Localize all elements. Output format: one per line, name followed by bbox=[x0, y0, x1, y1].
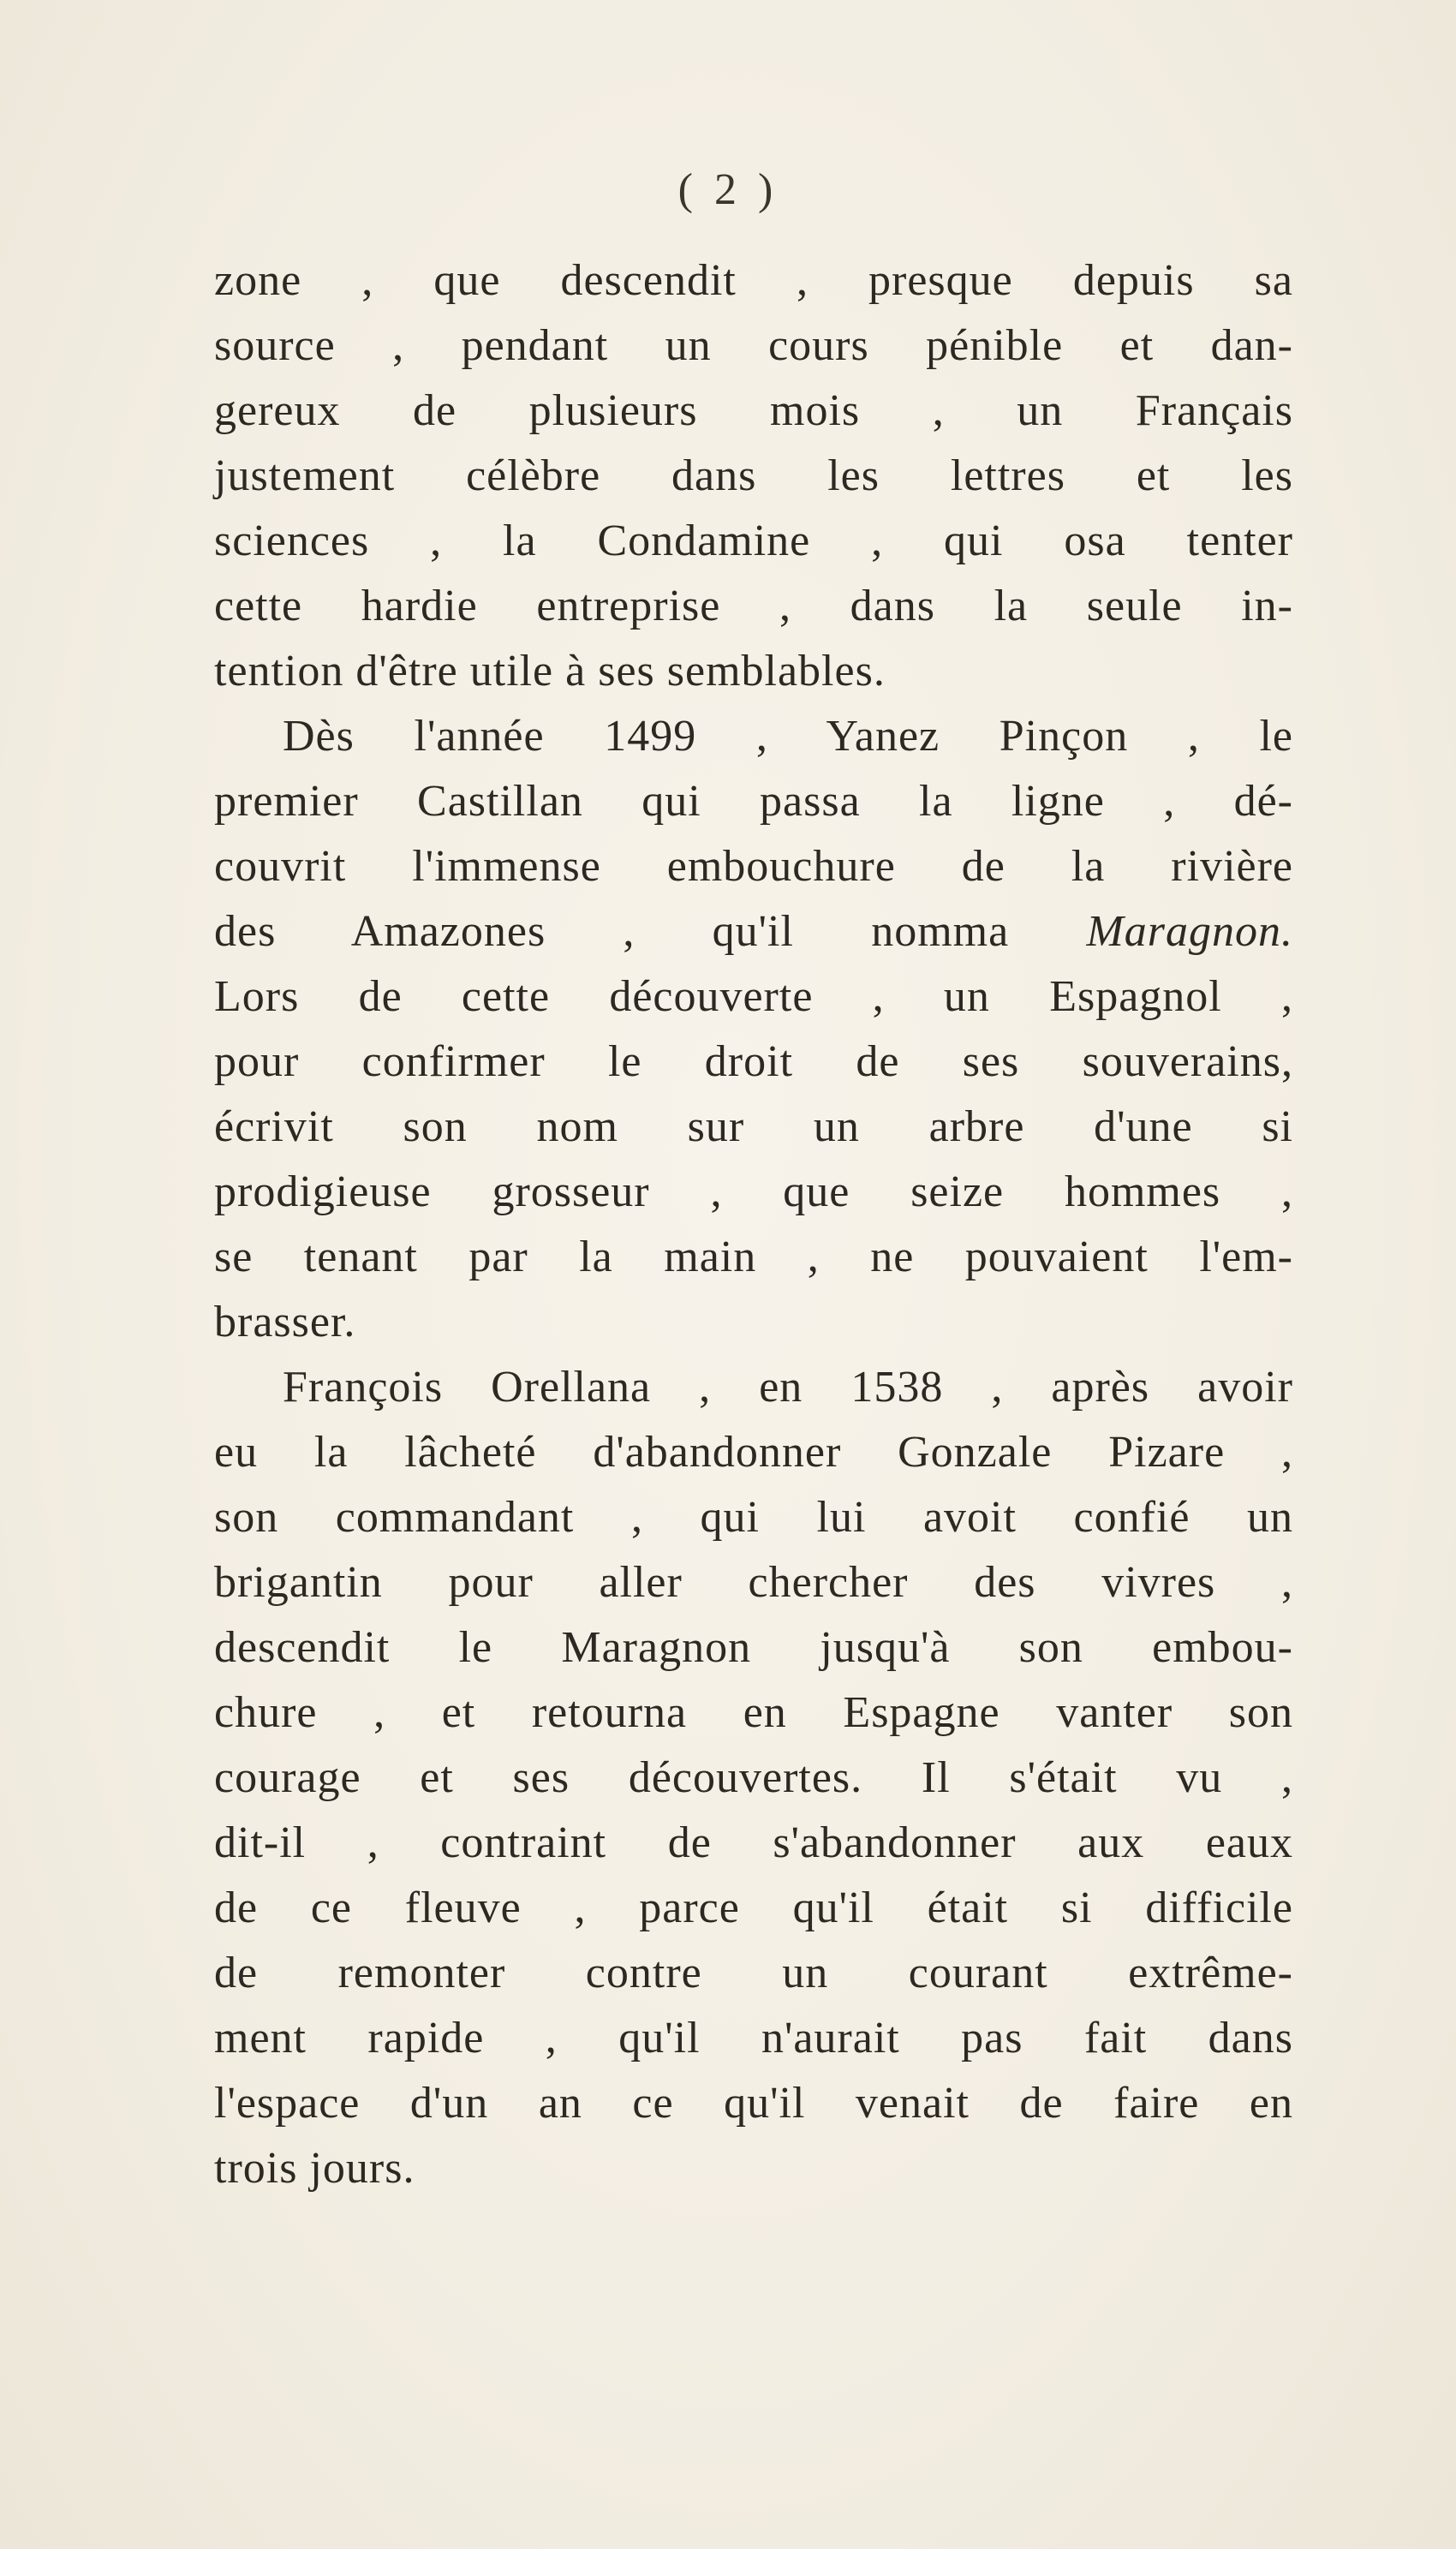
text-line: brigantin pour aller chercher des vivres , bbox=[214, 1558, 1293, 1607]
text-line: de ce fleuve , parce qu'il était si difficile bbox=[214, 1883, 1293, 1932]
text-line: François Orellana , en 1538 , après avoir bbox=[283, 1363, 1293, 1412]
text-line-with-italic bbox=[214, 899, 1293, 964]
text-line: couvrit l'immense embouchure de la rivière bbox=[214, 842, 1293, 891]
text-line: tention d'être utile à ses semblables. bbox=[214, 647, 886, 695]
text-line: eu la lâcheté d'abandonner Gonzale Pizare , bbox=[214, 1428, 1293, 1477]
text-line: source , pendant un cours pénible et dan- bbox=[214, 321, 1293, 370]
text-line: ment rapide , qu'il n'aurait pas fait dans bbox=[214, 2014, 1293, 2062]
text-line: chure , et retourna en Espagne vanter son bbox=[214, 1688, 1293, 1737]
text-line: prodigieuse grosseur , que seize hommes , bbox=[214, 1167, 1293, 1216]
text-line: cette hardie entreprise , dans la seule in- bbox=[214, 582, 1293, 630]
text-line: zone , que descendit , presque depuis sa bbox=[214, 256, 1293, 305]
text-line: écrivit son nom sur un arbre d'une si bbox=[214, 1102, 1293, 1151]
text-line: se tenant par la main , ne pouvaient l'em- bbox=[214, 1233, 1293, 1281]
text-line: gereux de plusieurs mois , un Français bbox=[214, 386, 1293, 435]
page-number: ( 2 ) bbox=[677, 165, 779, 214]
text-line: l'espace d'un an ce qu'il venait de faire en bbox=[214, 2079, 1293, 2128]
text-line: Lors de cette découverte , un Espagnol , bbox=[214, 972, 1293, 1021]
text-line: justement célèbre dans les lettres et les bbox=[214, 451, 1293, 500]
text-line: dit-il , contraint de s'abandonner aux eaux bbox=[214, 1818, 1293, 1867]
text-line: sciences , la Condamine , qui osa tenter bbox=[214, 516, 1293, 565]
text-line: trois jours. bbox=[214, 2144, 415, 2193]
text-line: de remonter contre un courant extrême- bbox=[214, 1949, 1293, 1997]
italic-name-maragnon: Maragnon. bbox=[1086, 907, 1294, 956]
body-text bbox=[214, 248, 1293, 2201]
text-line: descendit le Maragnon jusqu'à son embou- bbox=[214, 1623, 1293, 1672]
text-line: son commandant , qui lui avoit confié un bbox=[214, 1493, 1293, 1542]
text-line: Dès l'année 1499 , Yanez Pinçon , le bbox=[283, 712, 1293, 761]
text-line: pour confirmer le droit de ses souverains, bbox=[214, 1037, 1293, 1086]
text-line: courage et ses découvertes. Il s'était vu , bbox=[214, 1753, 1293, 1802]
text-line: brasser. bbox=[214, 1298, 356, 1346]
text-line-part: des Amazones , qu'il nomma bbox=[214, 907, 1010, 956]
text-line: premier Castillan qui passa la ligne , dé- bbox=[214, 777, 1293, 826]
